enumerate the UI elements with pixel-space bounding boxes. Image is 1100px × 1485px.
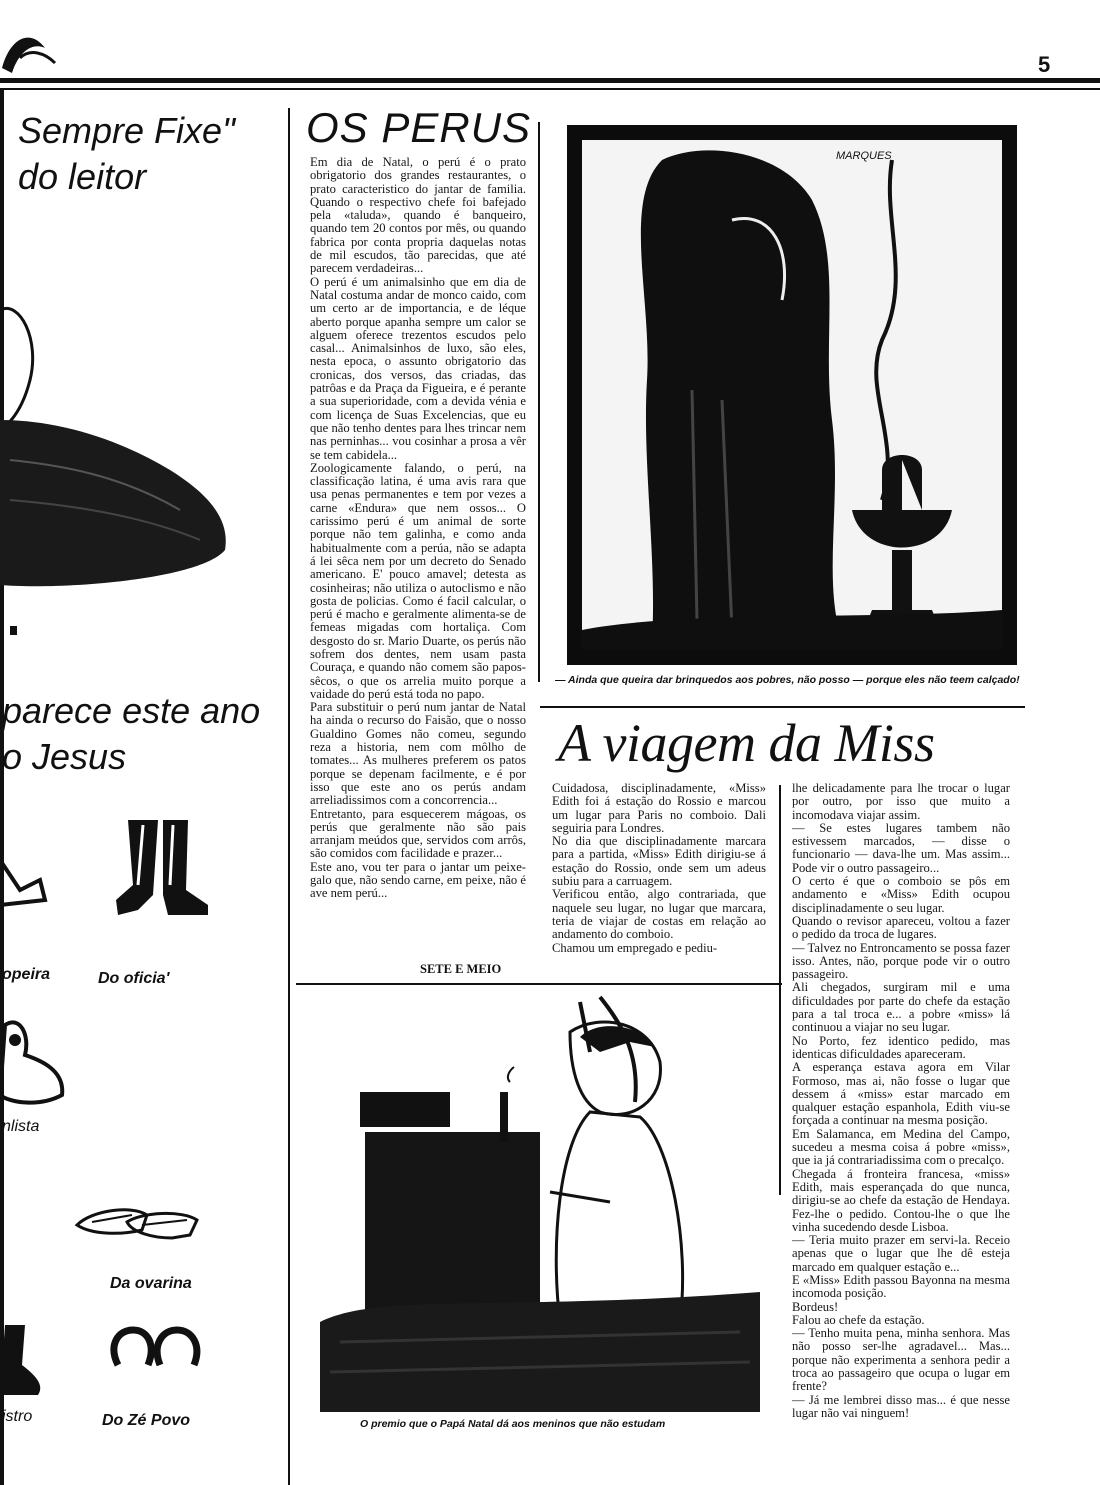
caption-3: nlista	[2, 1118, 40, 1135]
caption-5: istro	[2, 1408, 33, 1425]
caption-6: Do Zé Povo	[102, 1412, 191, 1429]
left-heading-line1: Sempre Fixe"	[18, 110, 235, 151]
slippers-icon	[72, 1200, 202, 1245]
left-heading-line2: do leitor	[18, 156, 147, 197]
left-subhead-line2: o Jesus	[2, 736, 127, 777]
perus-body: Em dia de Natal, o perú é o prato obrigatorio dos grandes restaurantes, o prato caracteristico do jantar de familia. Quando o respectivo chefe foi bafejado pela «taluda», quando é banqueiro, quando tem 20 contos por mês, ou quando fabrica por conta propria daquelas notas de mil escudos, tão parecidas, que até parecem verdadeiras... O perú é um animalsinho que em dia de Natal costuma andar de monco caido, com um certo ar de importancia, e de léque aberto porque apanha sempre um calor se alguem oferece trezentos escudos pelo casal... Animalsinhos de luxo, são eles, nesta epoca, o assunto obrigatorio das cronicas, dos versos, das criadas, das patrôas e da Praça da Figueira, e é perante a sua superioridade, com a devida vénia e com licença de Suas Excelencias, que eu que não tenho dentes para lhes trincar nem nas perninhas... vou cosinhar a prosa a vêr se tem cabidela... Zoologicamente falando, o perú, na classificação latina, é uma avis rara que usa penas permanentes e tem por vezes a carne «Endura» que nem ossos... O carissimo perú é um animal de sorte porque não tem galinha, e como anda habitualmente com a perúa, não se adapta á lei sêca nem por um decreto do Senado americano. E' pouco amavel; detesta as cosinheiras; não utiliza o autoclismo e não gosta de policias. Como é facil calcular, o perú é macho e geralmente alimenta-se de femeas migadas com hortaliça. Com desgosto do sr. Mario Duarte, os perús não sofrem dos dentes, nem usam pasta Couraça, e quando não comem são papos-sêcos, o que os arrelia muito porque a vaidade do perú está toda no papo. Para substituir o perú num jantar de Natal ha ainda o recurso do Faisão, que o nosso Gualdino Gomes não comeu, segundo reza a historia, nem com môlho de tomates... As mulheres preferem os patos porque se depenam facilmente, e é por isso que este ano os perús andam arreliadissimos com a concorrencia... Entretanto, para esquecerem mágoas, os perús que geralmente não são pais arranjam meúdos que, servidos com arrôs, são comidos com facilidade e prazer... Este ano, vou ter para o jantar um peixe-galo que, não sendo carne, em peixe, não é ave nem perú...	[310, 156, 526, 901]
divider-perus	[538, 122, 540, 682]
clown-shoe-icon	[0, 1015, 70, 1105]
ornament-swirl-icon	[0, 18, 60, 78]
left-subhead-line1: parece este ano	[2, 690, 261, 731]
perus-signature: SETE E MEIO	[420, 962, 502, 976]
illustration-top-figure-icon	[582, 140, 1002, 650]
horseshoes-icon	[108, 1325, 208, 1375]
boots-icon	[108, 815, 218, 925]
divider-miss-cols	[779, 785, 781, 1195]
divider-miss-top	[540, 706, 1025, 708]
page-number: 5	[1038, 52, 1051, 77]
illustration-top-signature: MARQUES	[836, 150, 892, 162]
caption-1: opeira	[2, 966, 51, 983]
small-mark	[10, 626, 17, 635]
top-rule-thin	[0, 88, 1100, 90]
perus-title: OS PERUS	[306, 104, 532, 151]
miss-col2: lhe delicadamente para lhe trocar o lugar por outro, por isso que muito a incomodava viajar assim. — Se estes lugares tambem não estivessem marcados, — disse o funcionario — dava-lhe um. Mas assim... Pode vir o outro passageiro... O certo é que o comboio se pôs em andamento e «Miss» Edith ocupou disciplinadamente o seu lugar. Quando o revisor apareceu, voltou a fazer o pedido da troca de lugares. — Talvez no Entroncamento se possa fazer isso. Antes, não, porque pode vir o outro passageiro. Ali chegados, surgiram mil e uma dificuldades por parte do chefe da estação para a tal troca e... a pobre «miss» lá continuou a viajar no seu lugar. No Porto, fez identico pedido, mas identicas dificuldades apareceram. A esperança estava agora em Vilar Formoso, mas ai, não fosse o lugar que dessem á «miss» estar marcado em qualquer estação espanhola, Edith viu-se forçada a continuar na mesma posição. Em Salamanca, em Medina del Campo, sucedeu a mesma coisa á pobre «miss», que ia já contrariadissima com o precalço. Chegada á fronteira francesa, «miss» Edith, mais esperançada do que nunca, dirigiu-se ao chefe da estação de Hendaya. Fez-lhe o pedido. Contou-lhe o que lhe vinha sucedendo desde Lisboa. — Teria muito prazer em servi-la. Receio apenas que o lugar que lhe dê esteja marcado em qualquer estação e... E «Miss» Edith passou Bayonna na mesma incomoda posição. Bordeus! Falou ao chefe da estação. — Tenho muita pena, minha senhora. Mas não posso ser-lhe agradavel... Mas... porque não experimenta a senhora pedir a troca ao passageiro que ocupa o lugar em frente? — Já me lembrei disso mas... é que nesse lugar não vai ninguem!	[792, 782, 1010, 1420]
illustration-top-caption: — Ainda que queira dar brinquedos aos pobres, não posso — porque eles não teem calçado!	[555, 674, 1020, 686]
illustration-bottom-icon	[300, 992, 776, 1412]
shoe-illustration-icon	[0, 300, 240, 600]
miss-col1: Cuidadosa, disciplinadamente, «Miss» Edith foi á estação do Rossio e marcou um lugar para Paris no comboio. Dali seguiria para Londres. No dia que disciplinadamente marcara para a partida, «Miss» Edith dirigiu-se á estação do Rossio, onde sem um adeus subiu para a carruagem. Verificou então, algo contrariada, que naquele seu lugar, no lugar que marcara, teria de viajar de costas em relação ao andamento do comboio. Chamou um empregado e pediu-	[552, 782, 766, 955]
illustration-bottom-caption: O premio que o Papá Natal dá aos meninos que não estudam	[360, 1418, 666, 1430]
top-rule	[0, 78, 1100, 83]
miss-title: A viagem da Miss	[558, 713, 935, 773]
divider-left	[288, 108, 290, 1485]
sandal-icon	[0, 850, 50, 910]
caption-4: Da ovarina	[110, 1275, 192, 1292]
caption-2: Do oficia'	[98, 970, 170, 987]
divider-bottom-illus	[296, 983, 782, 985]
boot-icon	[0, 1320, 50, 1400]
